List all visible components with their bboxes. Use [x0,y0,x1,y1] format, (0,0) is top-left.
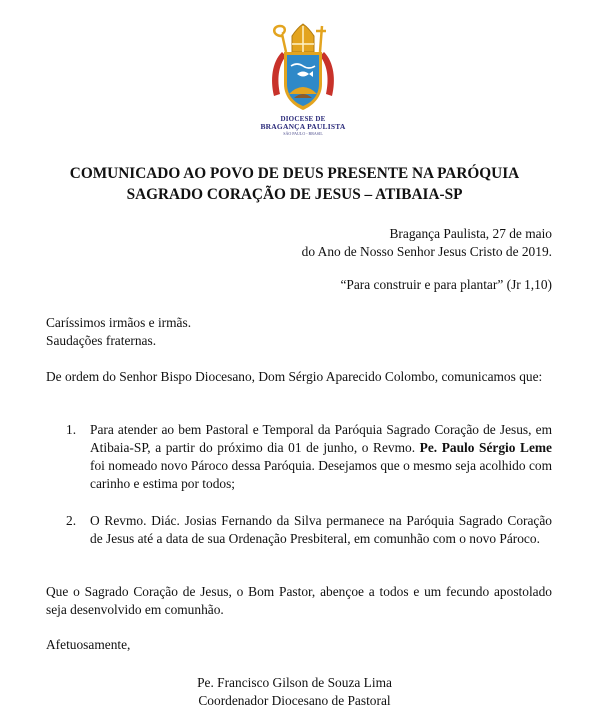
closing-paragraph: Que o Sagrado Coração de Jesus, o Bom Pastor, abençoe a todos e um fecundo apostolado seja desenvolvido em comunhão. [46,584,552,617]
farewell: Afetuosamente, [46,637,131,652]
greeting [46,314,552,350]
signature [0,674,589,710]
list-item-text: O Revmo. Diác. Josias Fernando da Silva permanece na Paróquia Sagrado Coração de Jesus até a data de sua Ordenação Presbiteral, em comunhão com o novo Pároco. [90,513,552,546]
signature-name: Pe. Francisco Gilson de Souza Lima [197,675,392,690]
list-item-text-after: foi nomeado novo Pároco dessa Paróquia. Desejamos que o mesmo seja acolhido com carinho e estima por todos; [90,458,552,491]
intro-paragraph: De ordem do Senhor Bispo Diocesano, Dom Sérgio Aparecido Colombo, comunicamos que: [46,369,543,384]
list-item-text-before: Para atender ao bem Pastoral e Temporal da Paróquia Sagrado Coração de Jesus, em Atibaia-SP, a partir do próximo dia 01 de junho, o Revmo. [90,422,552,455]
new-pastor-name: Pe. Paulo Sérgio Leme [419,440,552,455]
logo-text-city: BRAGANÇA PAULISTA [260,122,346,131]
dateline-line-1: Bragança Paulista, 27 de maio [389,226,552,241]
list-item-text [90,421,552,493]
diocese-logo [260,22,346,137]
diocese-coat-of-arms-icon [264,22,342,114]
dateline [302,225,552,261]
epigraph: “Para construir e para plantar” (Jr 1,10) [340,277,552,292]
signature-role: Coordenador Diocesano de Pastoral [198,693,391,708]
greeting-line-1: Caríssimos irmãos e irmãs. [46,315,192,330]
title-line-1: COMUNICADO AO POVO DE DEUS PRESENTE NA PARÓQUIA [69,165,520,182]
document-title [0,163,589,205]
list-item-number: 1. [66,422,77,437]
title-line-2: SAGRADO CORAÇÃO DE JESUS – ATIBAIA-SP [126,186,463,203]
logo-text-diocese: DIOCESE DE [280,115,326,123]
greeting-line-2: Saudações fraternas. [46,333,157,348]
list-item-2 [66,512,552,548]
dateline-line-2: do Ano de Nosso Senhor Jesus Cristo de 2019. [301,244,552,259]
list-item-1 [66,421,552,493]
list-item-number: 2. [66,513,77,528]
logo-text-country: SÃO PAULO - BRASIL [283,131,323,136]
